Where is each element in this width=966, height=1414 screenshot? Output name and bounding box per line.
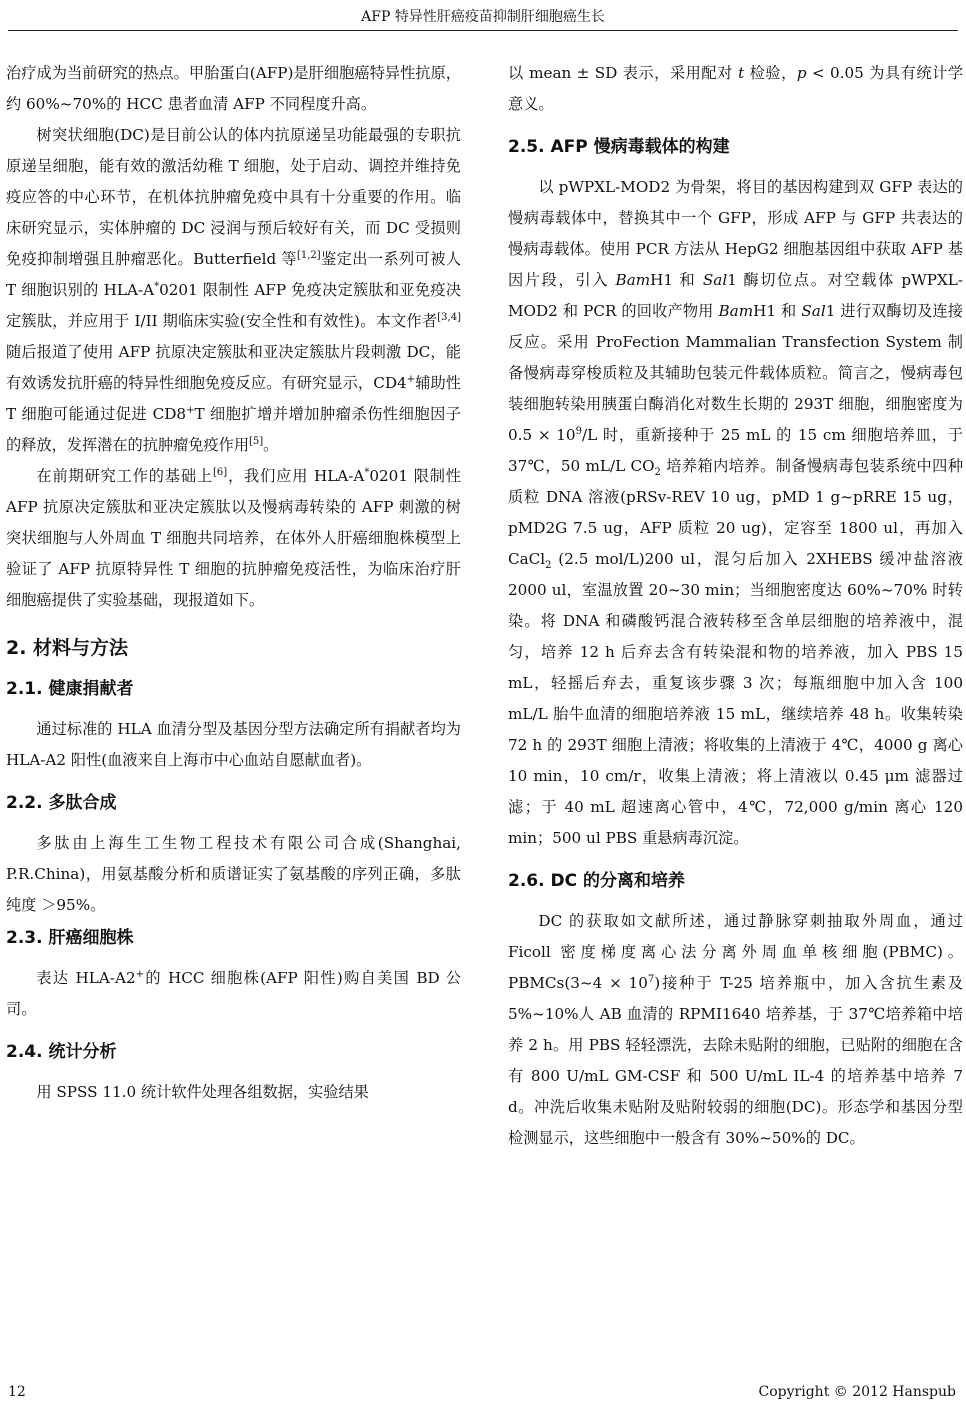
paragraph-lentivirus: 以 pWPXL-MOD2 为骨架，将目的基因构建到双 GFP 表达的慢病毒载体中，替换其中一个 GFP，形成 AFP 与 GFP 共表达的慢病毒载体。使用 PCR 方法从 HepG2 细胞基因组中获取 AFP 基因片段，引入 BamH1 和 Sal1 酶切位点。对空载体 pWPXL-MOD2 和 PCR 的回收产物用 BamH1 和 Sal1 进行双酶切及连接反应。采用 ProFection Mammalian Transfection System 制备慢病毒穿梭质粒及其辅助包装元件载体质粒。简言之，慢病毒包装细胞转染用胰蛋白酶消化对数生长期的 293T 细胞，细胞密度为 $0.5 \times 10^9/L$ 时，重新接种于 25 mL 的 15 cm 细胞培养皿，于 37℃，50 mL/L $CO_2$ 培养箱内培养。制备慢病毒包装系统中四种质粒 DNA 溶液(pRSv-REV 10 ug，pMD 1 g~pRRE 15 ug，pMD2G 7.5 ug，AFP 质粒 20 ug)，定容至 1800 ul，再加入 CaCl$_2$ (2.5 mol/L)200 ul，混匀后加入 2XHEBS 缓冲盐溶液 2000 ul，室温放置 20~30 min；当细胞密度达 60%~70% 时转染。将 DNA 和磷酸钙混合液转移至含单层细胞的培养液中，混匀，培养 12 h 后弃去含有转染混和物的培养液，加入 PBS 15 mL，轻摇后弃去，重复该步骤 3 次；每瓶细胞中加入含 100 mL/L 胎牛血清的细胞培养液 15 mL，继续培养 48 h。收集转染 72 h 的 293T 细胞上清液；将收集的上清液于 4℃，4000 g 离心 10 min，10 cm/r，收集上清液；将上清液以 0.45 μm 滤器过滤；于 40 mL 超速离心管中，4℃，72,000 g/min 离心 120 min；500 ul PBS 重悬病毒沉淀。 [508,178,964,847]
paragraph-dc-culture: DC 的获取如文献所述，通过静脉穿刺抽取外周血，通过 Ficoll 密度梯度离心法分离外周血单核细胞(PBMC)。PBMCs(3~4 × $10^7$)接种于 T-25 培养瓶中，加入含抗生素及 5%~10%人 AB 血清的 RPMI1640 培养基，于 37℃培养箱中培养 2 h。用 PBS 轻轻漂洗，去除未贴附的细胞，已贴附的细胞在含有 800 U/mL GM-CSF 和 500 U/mL IL-4 的培养基中培养 7 d。冲洗后收集未贴附及贴附较弱的细胞(DC)。形态学和基因分型检测显示，这些细胞中一般含有 30%~50%的 DC。 [508,912,964,1147]
paragraph-donors: 通过标准的 HLA 血清分型及基因分型方法确定所有捐献者均为 HLA-A2 阳性(血液来自上海市中心血站自愿献血者)。 [6,720,461,769]
paragraph-intro: 治疗成为当前研究的热点。甲胎蛋白(AFP)是肝细胞癌特异性抗原，约 60%~70%的 HCC 患者血清 AFP 不同程度升高。 [6,64,461,113]
page-number: 12 [8,1384,26,1400]
paragraph-statistics: 用 SPSS 11.0 统计软件处理各组数据，实验结果 [36,1083,369,1101]
subsection-heading: 2.4. 统计分析 [6,1042,117,1062]
subsection-heading: 2.5. AFP 慢病毒载体的构建 [508,137,730,157]
paragraph-dc: 树突状细胞(DC)是目前公认的体内抗原递呈功能最强的专职抗原递呈细胞，能有效的激活幼稚 T 细胞，处于启动、调控并维持免疫应答的中心环节，在机体抗肿瘤免疫中具有十分重要的作用。临床研究显示，实体肿瘤的 DC 浸润与预后较好有关，而 DC 受损则免疫抑制增强且肿瘤恶化。Butterfield 等[1,2]鉴定出一系列可被人 T 细胞识别的 HLA-A*0201 限制性 AFP 免疫决定簇肽和亚免疫决定簇肽，并应用于 I/II 期临床实验(安全性和有效性)。本文作者[3,4]随后报道了使用 AFP 抗原决定簇肽和亚决定簇肽片段刺激 DC，能有效诱发抗肝癌的特异性细胞免疫反应。有研究显示，CD4+辅助性 T 细胞可能通过促进 CD8+T 细胞扩增并增加肿瘤杀伤性细胞因子的释放，发挥潜在的抗肿瘤免疫作用[5]。 [6,126,462,454]
left-column [6,58,461,1108]
subsection-heading: 2.1. 健康捐献者 [6,679,134,699]
paragraph-cell-line: 表达 HLA-A2+的 HCC 细胞株(AFP 阳性)购自美国 BD 公司。 [6,968,461,1018]
copyright: Copyright © 2012 Hanspub [758,1384,956,1400]
citation[interactable]: [6] [212,466,228,478]
subsection-heading: 2.2. 多肽合成 [6,793,117,813]
citation[interactable]: [1,2] [296,249,321,261]
citation[interactable]: [3,4] [437,311,461,323]
paragraph-aim: 在前期研究工作的基础上[6]，我们应用 HLA-A*0201 限制性 AFP 抗原决定簇肽和亚决定簇肽以及慢病毒转染的 AFP 刺激的树突状细胞与人外周血 T 细胞共同培养，在体外人肝癌细胞株模型上验证了 AFP 抗原特异性 T 细胞的抗肿瘤免疫活性，为临床治疗肝细胞癌提供了实验基础，现报道如下。 [6,466,461,609]
subsection-heading: 2.6. DC 的分离和培养 [508,871,685,891]
paragraph-statistics-cont: 以 mean ± SD 表示，采用配对 t 检验，p < 0.05 为具有统计学意义。 [508,64,964,113]
citation[interactable]: [5] [249,435,264,447]
right-column [508,58,963,1154]
header-rule [8,30,958,31]
section-heading: 2. 材料与方法 [6,637,129,659]
running-head: AFP 特异性肝癌疫苗抑制肝细胞癌生长 [361,9,605,25]
paragraph-peptides: 多肽由上海生工生物工程技术有限公司合成(Shanghai, P.R.China)，用氨基酸分析和质谱证实了氨基酸的序列正确，多肽纯度 ＞95%。 [6,834,461,914]
subsection-heading: 2.3. 肝癌细胞株 [6,928,134,948]
